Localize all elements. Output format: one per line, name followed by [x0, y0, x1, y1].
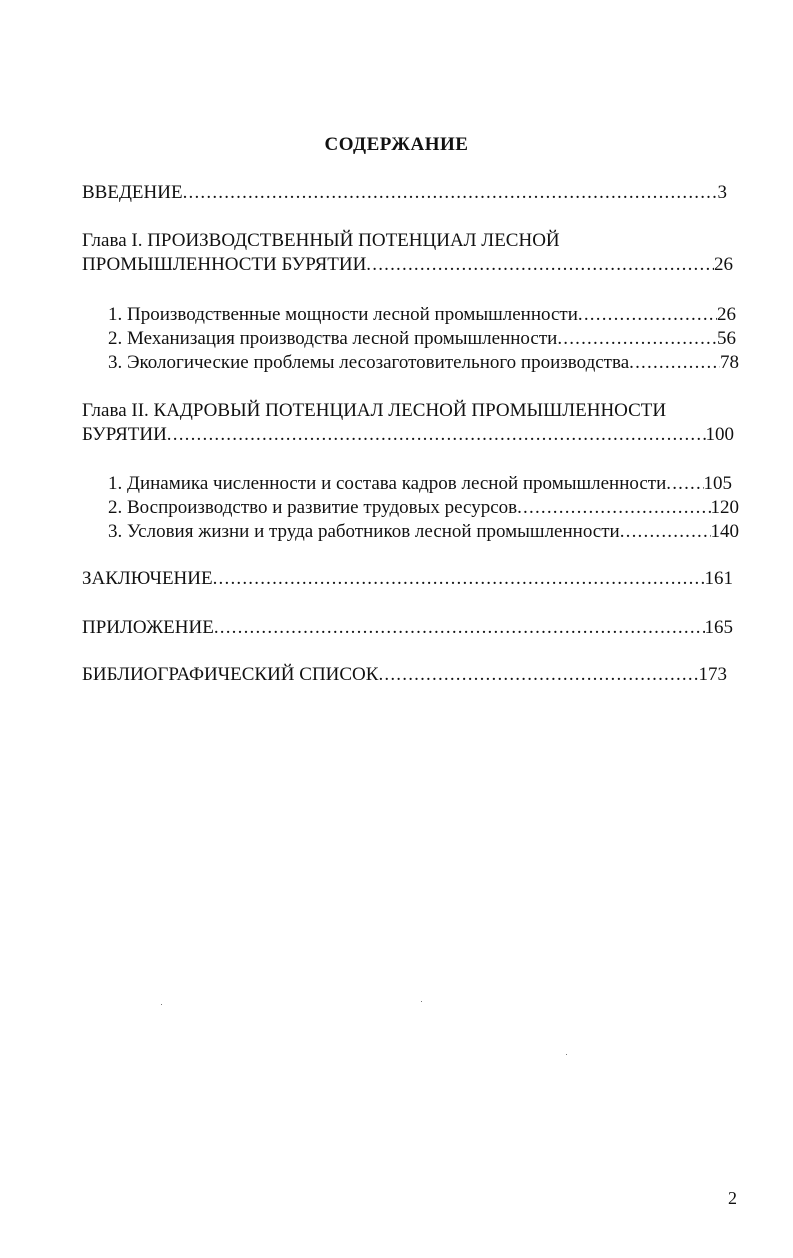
toc-page-number: 56	[717, 328, 736, 349]
toc-entry-label: БИБЛИОГРАФИЧЕСКИЙ СПИСОК	[82, 664, 379, 685]
toc-entry-conclusion	[82, 566, 733, 592]
toc-subentry-label: 1. Производственные мощности лесной промышленности	[108, 304, 578, 325]
toc-page-number: 165	[704, 617, 733, 638]
toc-subentry	[108, 302, 736, 328]
toc-subentry-label: 2. Механизация производства лесной промышленности	[108, 328, 558, 349]
toc-leader-dots	[666, 471, 703, 497]
toc-entry-chapter-1	[82, 252, 733, 278]
toc-leader-dots	[378, 662, 698, 688]
toc-page-number: 105	[703, 473, 732, 494]
page-title: СОДЕРЖАНИЕ	[324, 134, 469, 155]
toc-entry-label: ВВЕДЕНИЕ	[82, 182, 183, 203]
toc-leader-dots	[214, 615, 705, 641]
toc-subentry-label: 3. Экологические проблемы лесозаготовительного производства	[108, 352, 630, 373]
chapter-2-title-line2: БУРЯТИИ	[82, 424, 167, 445]
toc-leader-dots	[366, 252, 714, 278]
toc-page-number: 161	[704, 568, 733, 589]
scan-speck	[421, 1001, 422, 1002]
chapter-1-title-line2: ПРОМЫШЛЕННОСТИ БУРЯТИИ	[82, 254, 367, 275]
scan-speck	[566, 1054, 567, 1055]
toc-leader-dots	[183, 180, 718, 206]
toc-page-number: 26	[717, 304, 736, 325]
toc-entry-chapter-2	[82, 422, 734, 448]
toc-leader-dots	[620, 519, 711, 545]
toc-subentry	[108, 326, 736, 352]
toc-subentry-label: 1. Динамика численности и состава кадров лесной промышленности	[108, 473, 667, 494]
page-number: 2	[728, 1188, 737, 1208]
chapter-1-title-line1: Глава I. ПРОИЗВОДСТВЕННЫЙ ПОТЕНЦИАЛ ЛЕСНОЙ	[82, 230, 560, 251]
toc-entry-bibliography	[82, 662, 727, 688]
toc-subentry-label: 3. Условия жизни и труда работников лесной промышленности	[108, 521, 620, 542]
toc-page-number: 100	[705, 424, 734, 445]
toc-page-number: 173	[698, 664, 727, 685]
toc-page-number: 26	[714, 254, 733, 275]
toc-entry-appendix	[82, 615, 733, 641]
scan-speck	[161, 1004, 162, 1005]
toc-leader-dots	[213, 566, 705, 592]
toc-subentry	[108, 519, 739, 545]
toc-page-number: 3	[717, 182, 727, 203]
toc-page-number: 140	[710, 521, 739, 542]
toc-leader-dots	[578, 302, 717, 328]
toc-subentry	[108, 495, 739, 521]
toc-entry-label: ЗАКЛЮЧЕНИЕ	[82, 568, 213, 589]
toc-leader-dots	[557, 326, 717, 352]
toc-entry-introduction	[82, 180, 727, 206]
toc-subentry-label: 2. Воспроизводство и развитие трудовых ресурсов	[108, 497, 518, 518]
toc-leader-dots	[167, 422, 706, 448]
toc-leader-dots	[517, 495, 710, 521]
toc-page-number: 78	[720, 352, 739, 373]
toc-subentry	[108, 350, 739, 376]
toc-entry-label: ПРИЛОЖЕНИЕ	[82, 617, 214, 638]
toc-page-number: 120	[710, 497, 739, 518]
chapter-2-title-line1: Глава II. КАДРОВЫЙ ПОТЕНЦИАЛ ЛЕСНОЙ ПРОМЫШЛЕННОСТИ	[82, 400, 667, 421]
toc-subentry	[108, 471, 732, 497]
toc-leader-dots	[629, 350, 720, 376]
